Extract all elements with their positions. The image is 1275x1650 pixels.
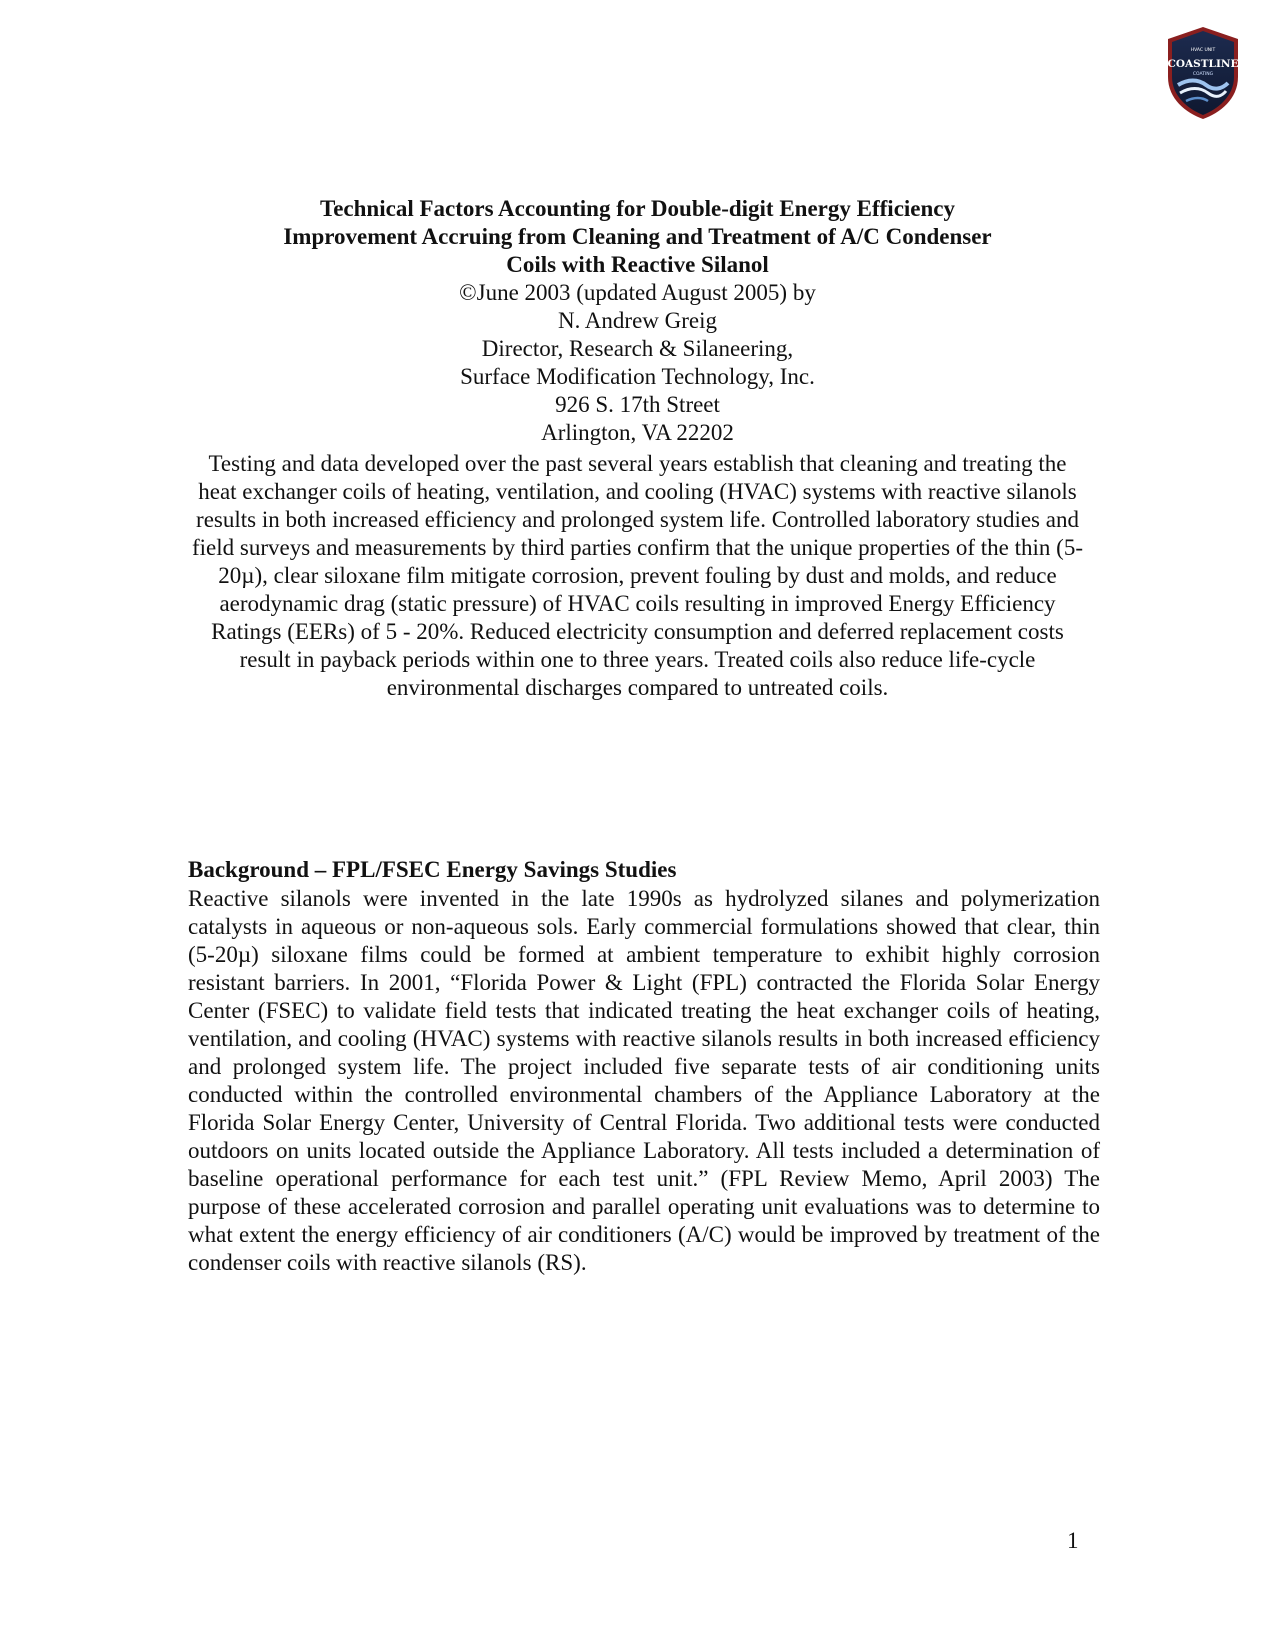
copyright-line: ©June 2003 (updated August 2005) by [459,280,816,305]
shield-logo-icon [1162,25,1244,121]
street-address: 926 S. 17th Street [555,392,720,417]
page-number: 1 [1067,1528,1079,1553]
background-paragraph: Reactive silanols were invented in the late 1990s as hydrolyzed silanes and polymerization catalysts in aqueous or non-aqueous sols. Early commercial formulations showed that clear, thin (5-20µ) siloxane films could be formed at ambient temperature to exhibit highly corrosion resistant barriers. In 2001, “Florida Power & Light (FPL) contracted the Florida Solar Energy Center (FSEC) to validate field tests that indicated treating the heat exchanger coils of heating, ventilation, and cooling (HVAC) systems with reactive silanols results in both increased efficiency and prolonged system life. The project included five separate tests of air conditioning units conducted within the controlled environmental chambers of the Appliance Laboratory at the Florida Solar Energy Center, University of Central Florida. Two additional tests were conducted outdoors on units located outside the Appliance Laboratory. All tests included a determination of baseline operational performance for each test unit.” (FPL Review Memo, April 2003) The purpose of these accelerated corrosion and parallel operating unit evaluations was to determine to what extent the energy efficiency of air conditioners (A/C) would be improved by treatment of the condenser coils with reactive silanols (RS). [188,886,1100,1275]
logo-brand-text: COASTLINE [1167,58,1239,70]
title-line-1: Technical Factors Accounting for Double-digit Energy Efficiency [319,196,955,221]
author-name: N. Andrew Greig [557,308,718,333]
logo-sub-text: COATING [1192,72,1214,77]
title-line-3: Coils with Reactive Silanol [506,252,769,277]
author-position: Director, Research & Silaneering, [481,336,794,361]
abstract-paragraph: Testing and data developed over the past several years establish that cleaning and treating the heat exchanger coils of heating, ventilation, and cooling (HVAC) systems with reactive silanols results in both increased efficiency and prolonged system life. Controlled laboratory studies and field surveys and measurements by third parties confirm that the unique properties of the thin (5-20µ), clear siloxane film mitigate corrosion, prevent fouling by dust and molds, and reduce aerodynamic drag (static pressure) of HVAC coils resulting in improved Energy Efficiency Ratings (EERs) of 5 - 20%. Reduced electricity consumption and deferred replacement costs result in payback periods within one to three years. Treated coils also reduce life-cycle environmental discharges compared to untreated coils. [191,451,1083,700]
section-heading: Background – FPL/FSEC Energy Savings Studies [188,857,677,882]
company-name: Surface Modification Technology, Inc. [460,364,815,389]
city-address: Arlington, VA 22202 [541,420,734,445]
coastline-coating-logo [1162,25,1244,121]
document-header [180,195,1095,447]
logo-top-text: HVAC UNIT [1190,48,1216,53]
title-line-2: Improvement Accruing from Cleaning and Treatment of A/C Condenser [283,224,992,249]
